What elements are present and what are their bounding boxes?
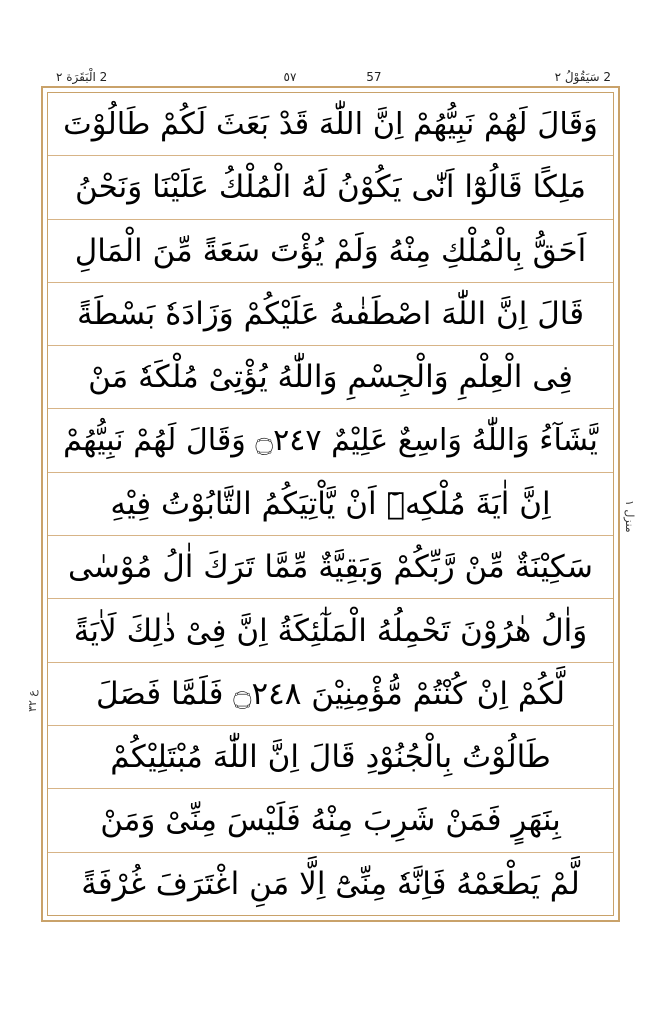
page-number-urdu: ٥٧: [283, 70, 297, 84]
verse-line: [48, 410, 613, 473]
verse-line-text: اِنَّ اٰيَةَ مُلْكِهٖٓ اَنْ يَّاْتِيَكُمُ التَّابُوْتُ فِيْهِ: [110, 485, 551, 522]
verse-line: [48, 156, 613, 219]
verse-line-text: يَّشَآءُ وَاللّٰهُ وَاسِعٌ عَلِيْمٌ ۝٢٤٧ وَقَالَ لَهُمْ نَبِيُّهُمْ: [63, 423, 598, 459]
para-name: 2 سَيَقُوْلُ ٢: [554, 70, 611, 84]
page-header: [44, 70, 621, 86]
verse-line: [48, 789, 613, 852]
verse-line-text: مَلِكًا قَالُوْٓا اَنّٰى يَكُوْنُ لَهُ الْمُلْكُ عَلَيْنَا وَنَحْنُ: [75, 169, 586, 206]
verse-line-text: لَّكُمْ اِنْ كُنْتُمْ مُّؤْمِنِيْنَ ۝٢٤٨ فَلَمَّا فَصَلَ: [95, 675, 566, 712]
verse-line: [48, 346, 613, 409]
verse-line-text: بِنَهَرٍ فَمَنْ شَرِبَ مِنْهُ فَلَيْسَ مِنِّىْ وَمَنْ: [100, 802, 561, 839]
verse-line: [48, 726, 613, 789]
verse-line: [48, 93, 613, 156]
page-number-row: [44, 70, 621, 84]
verse-line-text: قَالَ اِنَّ اللّٰهَ اصْطَفٰىهُ عَلَيْكُمْ وَزَادَهٗ بَسْطَةً: [76, 296, 585, 333]
verse-line-text: فِى الْعِلْمِ وَالْجِسْمِ وَاللّٰهُ يُؤْتِىْ مُلْكَهٗ مَنْ: [88, 359, 573, 396]
verse-line: [48, 599, 613, 662]
verse-line: [48, 853, 613, 916]
surah-name: 2 الْبَقَرَة ٢: [56, 70, 108, 84]
verse-line-text: طَالُوْتُ بِالْجُنُوْدِ قَالَ اِنَّ اللّٰهَ مُبْتَلِيْكُمْ: [110, 739, 551, 776]
verse-line-text: سَكِيْنَةٌ مِّنْ رَّبِّكُمْ وَبَقِيَّةٌ مِّمَّا تَرَكَ اٰلُ مُوْسٰى: [67, 549, 594, 586]
ruku-marker: ع ٣٢: [26, 690, 39, 712]
verse-line-text: وَاٰلُ هٰرُوْنَ تَحْمِلُهُ الْمَلٰٓئِكَةُ اِنَّ فِىْ ذٰلِكَ لَاٰيَةً: [73, 612, 588, 649]
verse-line: [48, 283, 613, 346]
verse-line-text: وَقَالَ لَهُمْ نَبِيُّهُمْ اِنَّ اللّٰهَ قَدْ بَعَثَ لَكُمْ طَالُوْتَ: [63, 106, 598, 142]
verse-line: [48, 663, 613, 726]
manzil-marker: منزل ١: [623, 500, 636, 533]
verse-line: [48, 473, 613, 536]
verse-line: [48, 536, 613, 599]
page-number: 57: [366, 70, 382, 84]
verse-line-text: اَحَقُّ بِالْمُلْكِ مِنْهُ وَلَمْ يُؤْتَ سَعَةً مِّنَ الْمَالِ: [74, 232, 587, 269]
verse-line: [48, 220, 613, 283]
verse-line-text: لَّمْ يَطْعَمْهُ فَاِنَّهٗ مِنِّىْٓ اِلَّا مَنِ اغْتَرَفَ غُرْفَةً: [81, 866, 580, 903]
